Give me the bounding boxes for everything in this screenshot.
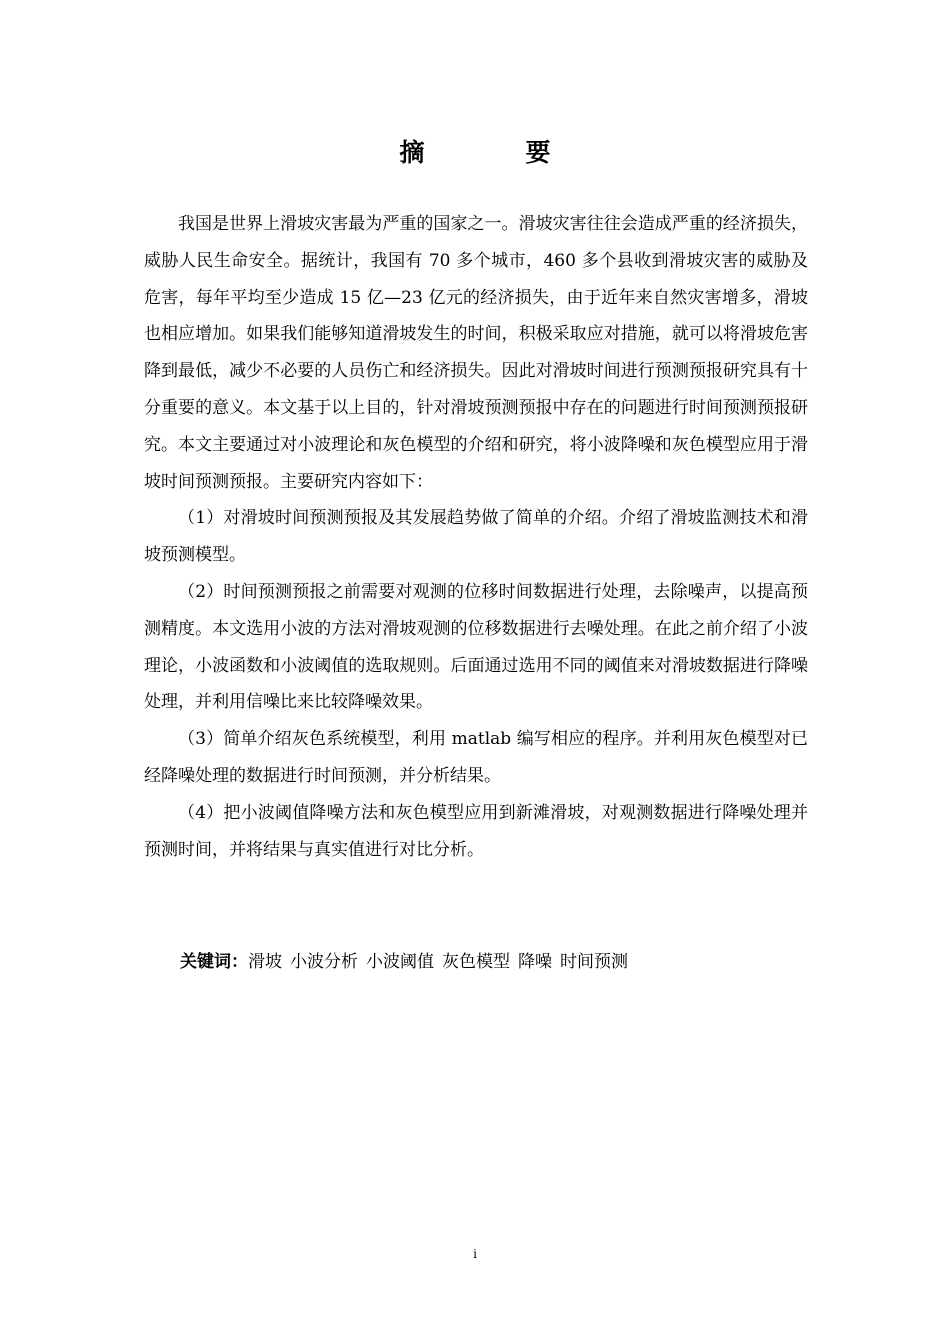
abstract-paragraph-intro: 我国是世界上滑坡灾害最为严重的国家之一。滑坡灾害往往会造成严重的经济损失，威胁人民生命安全。据统计，我国有 70 多个城市，460 多个县收到滑坡灾害的威胁及危害，每年平均至少造成 15 亿—23 亿元的经济损失，由于近年来自然灾害增多，滑坡也相应增加。如果我们能够知道滑坡发生的时间，积极采取应对措施，就可以将滑坡危害降到最低，减少不必要的人员伤亡和经济损失。因此对滑坡时间进行预测预报研究具有十分重要的意义。本文基于以上目的，针对滑坡预测预报中存在的问题进行时间预测预报研究。本文主要通过对小波理论和灰色模型的介绍和研究，将小波降噪和灰色模型应用于滑坡时间预测预报。主要研究内容如下： bbox=[144, 214, 808, 492]
keyword-item: 小波分析 bbox=[290, 952, 358, 972]
keywords-label: 关键词： bbox=[180, 952, 248, 972]
keyword-item: 灰色模型 bbox=[442, 952, 510, 972]
keyword-item: 降噪 bbox=[518, 952, 552, 972]
abstract-paragraph-item-4: （4）把小波阈值降噪方法和灰色模型应用到新滩滑坡，对观测数据进行降噪处理并预测时间，并将结果与真实值进行对比分析。 bbox=[144, 802, 808, 860]
page-number: i bbox=[473, 1247, 477, 1261]
abstract-title: 摘 要 bbox=[399, 138, 589, 167]
abstract-paragraph-item-2: （2）时间预测预报之前需要对观测的位移时间数据进行处理，去除噪声，以提高预测精度。本文选用小波的方法对滑坡观测的位移数据进行去噪处理。在此之前介绍了小波理论，小波函数和小波阈值的选取规则。后面通过选用不同的阈值来对滑坡数据进行降噪处理，并利用信噪比来比较降噪效果。 bbox=[144, 581, 808, 713]
abstract-paragraph-item-1: （1）对滑坡时间预测预报及其发展趋势做了简单的介绍。介绍了滑坡监测技术和滑坡预测模型。 bbox=[144, 508, 808, 566]
abstract-paragraph-item-3: （3）简单介绍灰色系统模型，利用 matlab 编写相应的程序。并利用灰色模型对已经降噪处理的数据进行时间预测，并分析结果。 bbox=[144, 729, 808, 786]
abstract-body bbox=[144, 206, 808, 868]
keywords-line bbox=[180, 948, 636, 976]
keyword-item: 小波阈值 bbox=[366, 952, 434, 972]
keyword-item: 滑坡 bbox=[248, 952, 282, 972]
keyword-item: 时间预测 bbox=[560, 952, 628, 972]
